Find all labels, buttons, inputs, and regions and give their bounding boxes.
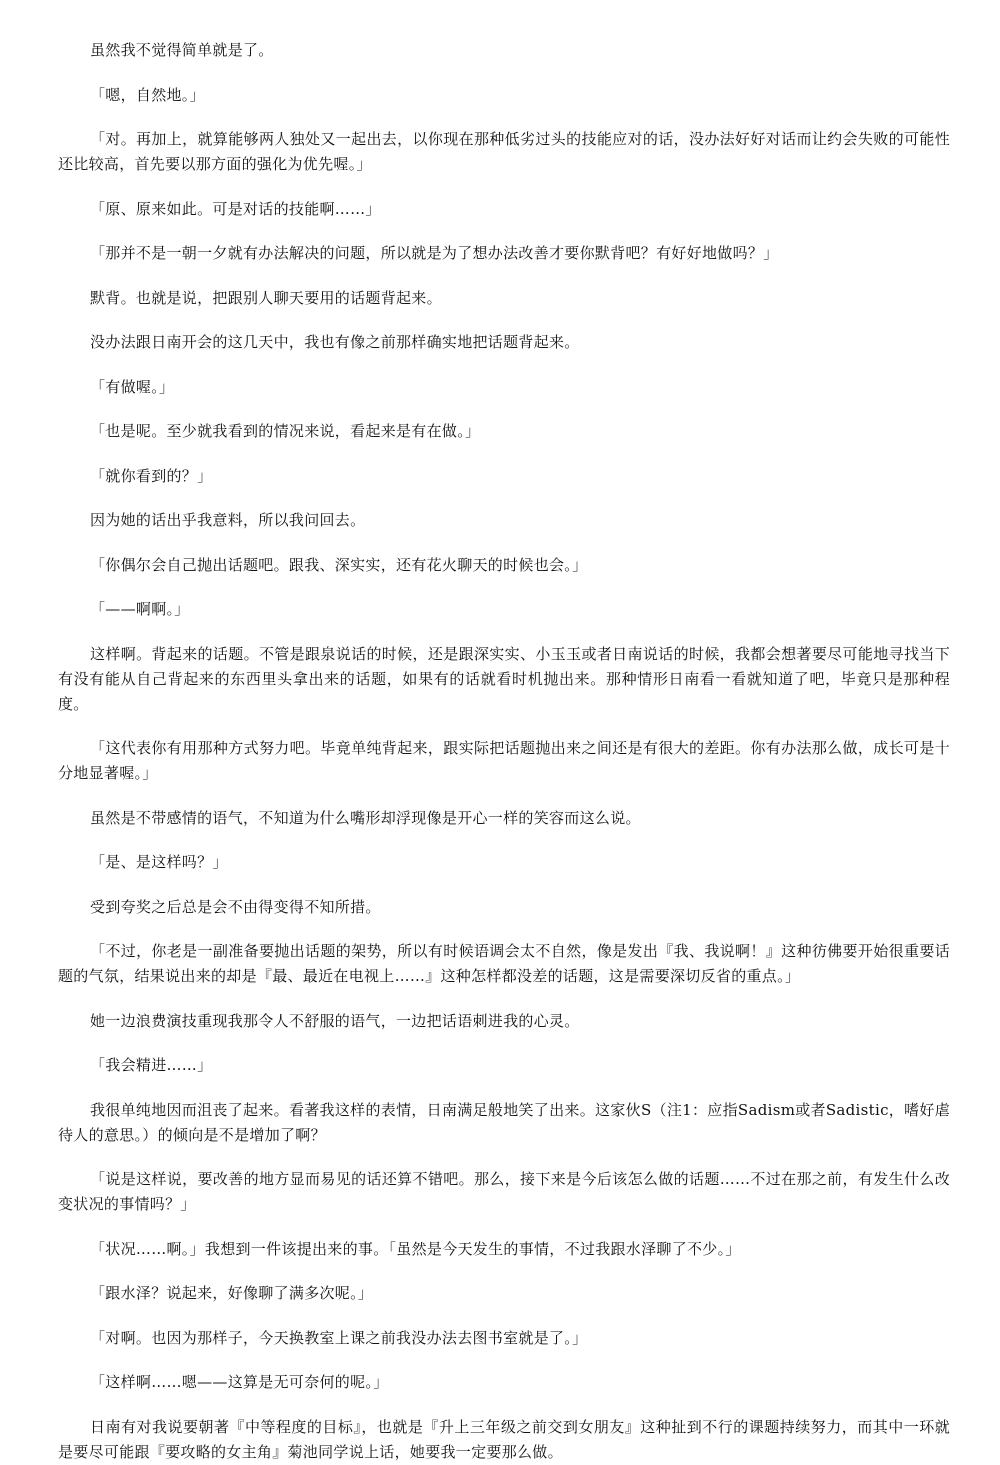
paragraph: 「这样啊……嗯——这算是无可奈何的呢。」 <box>90 1373 389 1391</box>
paragraph: 「你偶尔会自己抛出话题吧。跟我、深实实，还有花火聊天的时候也会。」 <box>90 555 588 574</box>
paragraph: 「有做喔。」 <box>90 377 175 396</box>
paragraph: 「不过，你老是一副准备要抛出话题的架势，所以有时候语调会太不自然，像是发出『我、我说啊！』这种彷佛要开始很重要话题的气氛，结果说出来的却是『最、最近在电视上……』这种怎样都没差的话题，这是需要深切反省的重点。」 <box>58 942 950 985</box>
paragraph: 日南有对我说要朝著『中等程度的目标』，也就是『升上三年级之前交到女朋友』这种扯到不行的课题持续努力，而其中一环就是要尽可能跟『要攻略的女主角』菊池同学说上话，她要我一定要那么做。 <box>58 1417 950 1461</box>
paragraph: 「对啊。也因为那样子，今天换教室上课之前我没办法去图书室就是了。」 <box>90 1328 588 1347</box>
paragraph: 默背。也就是说，把跟别人聊天要用的话题背起来。 <box>90 288 442 307</box>
paragraph: 受到夸奖之后总是会不由得变得不知所措。 <box>90 897 381 916</box>
paragraph: 「这代表你有用那种方式努力吧。毕竟单纯背起来，跟实际把话题抛出来之间还是有很大的差距。你有办法那么做，成长可是十分地显著喔。」 <box>58 739 950 782</box>
paragraph: 「是、是这样吗？」 <box>90 853 228 871</box>
paragraph: 因为她的话出乎我意料，所以我问回去。 <box>90 511 366 529</box>
paragraph: 「嗯，自然地。」 <box>90 85 205 104</box>
paragraph: 「对。再加上，就算能够两人独处又一起出去，以你现在那种低劣过头的技能应对的话，没办法好好对话而让约会失败的可能性还比较高，首先要以那方面的强化为优先喔。」 <box>58 130 950 173</box>
paragraph: 「我会精进……」 <box>90 1056 213 1074</box>
paragraph: 这样啊。背起来的话题。不管是跟泉说话的时候，还是跟深实实、小玉玉或者日南说话的时候，我都会想著要尽可能地寻找当下有没有能从自己背起来的东西里头拿出来的话题，如果有的话就看时机抛出来。那种情形日南看一看就知道了吧，毕竟只是那种程度。 <box>58 644 950 713</box>
paragraph: 「跟水泽？说起来，好像聊了满多次呢。」 <box>90 1284 374 1302</box>
paragraph: 虽然是不带感情的语气，不知道为什么嘴形却浮现像是开心一样的笑容而这么说。 <box>90 808 641 827</box>
paragraph: 没办法跟日南开会的这几天中，我也有像之前那样确实地把话题背起来。 <box>90 333 580 351</box>
paragraph: 「状况……啊。」我想到一件该提出来的事。「虽然是今天发生的事情，不过我跟水泽聊了不少。」 <box>90 1239 741 1258</box>
paragraph: 「原、原来如此。可是对话的技能啊……」 <box>90 199 381 218</box>
paragraph: 「那并不是一朝一夕就有办法解决的问题，所以就是为了想办法改善才要你默背吧？有好好地做吗？」 <box>90 244 779 262</box>
paragraph: 她一边浪费演技重现我那令人不舒服的语气，一边把话语刺进我的心灵。 <box>90 1011 580 1030</box>
paragraph: 我很单纯地因而沮丧了起来。看著我这样的表情，日南满足般地笑了出来。这家伙S（注1：应指Sadism或者Sadistic，嗜好虐待人的意思。）的倾向是不是增加了啊？ <box>58 1100 950 1144</box>
paragraph: 「也是呢。至少就我看到的情况来说，看起来是有在做。」 <box>90 422 481 440</box>
paragraph: 「就你看到的？」 <box>90 466 213 485</box>
paragraph: 虽然我不觉得简单就是了。 <box>90 41 274 59</box>
paragraph: 「——啊啊。」 <box>90 600 190 618</box>
paragraph: 「说是这样说，要改善的地方显而易见的话还算不错吧。那么，接下来是今后该怎么做的话题……不过在那之前，有发生什么改变状况的事情吗？」 <box>58 1170 950 1213</box>
